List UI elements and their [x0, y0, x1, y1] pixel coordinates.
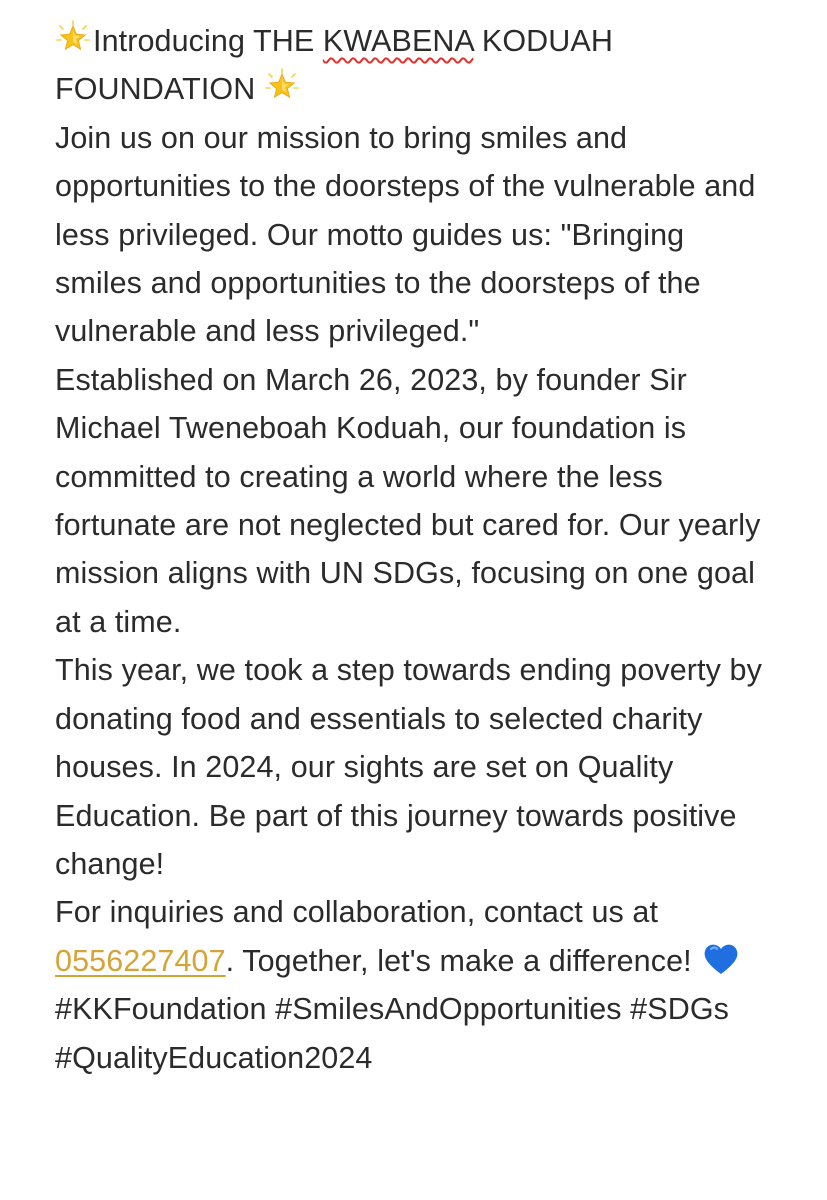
contact-text: For inquiries and collaboration, contact us at [55, 895, 659, 930]
misspelled-word[interactable]: KWABENA [322, 24, 474, 58]
mission-paragraph: Join us on our mission to bring smiles and opportunities to the doorsteps of the vulnerable and less privileged. Our motto guides us: "Bringing smiles and opportunities to the doorsteps of the vulnerable and less privileged." [55, 120, 756, 349]
headline-rest: KODUAH FOUNDATION [55, 24, 613, 107]
history-paragraph: Established on March 26, 2023, by founder Sir Michael Tweneboah Koduah, our foundation is committed to creating a world where the less fortunate are not neglected but cared for. Our yearly mission aligns with UN SDGs, focusing on one goal at a time. [55, 362, 761, 639]
contact-closing: . Together, let's make a difference! [225, 943, 701, 978]
headline-paragraph [55, 17, 777, 114]
hashtag-list[interactable]: #SmilesAndOpportunities #SDGs #QualityEducation2024 [55, 992, 729, 1075]
this-year-paragraph: This year, we took a step towards ending poverty by donating food and essentials to selected charity houses. In 2024, our sights are set on Quality Education. Be part of this journey towards positive change! [55, 653, 762, 881]
hashtag-kkfoundation[interactable]: #KKFoundation [55, 992, 267, 1027]
glowing-star-icon [264, 68, 300, 104]
contact-paragraph [55, 888, 777, 1082]
glowing-star-icon [55, 20, 91, 56]
note-body[interactable] [55, 17, 777, 1082]
headline-intro: Introducing THE [93, 24, 323, 58]
phone-link[interactable]: 0556227407 [55, 943, 226, 978]
blue-heart-icon [702, 941, 740, 977]
